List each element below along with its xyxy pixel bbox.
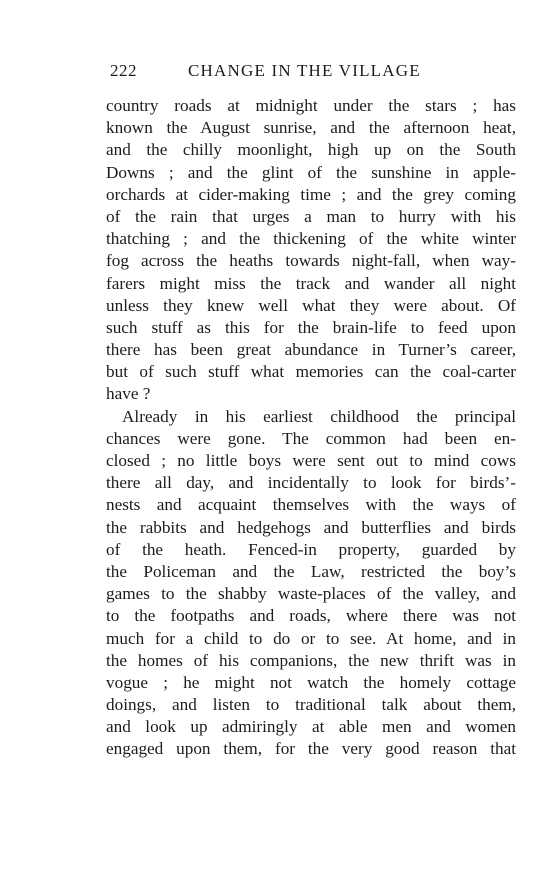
text-line: unless they knew well what they were about. Of — [106, 295, 516, 315]
text-line: there all day, and incidentally to look for birds’- — [106, 473, 516, 493]
text-line: the rabbits and hedgehogs and butterflies and birds — [106, 517, 516, 537]
text-line: much for a child to do or to see. At home, and in — [106, 628, 516, 648]
text-line: engaged upon them, for the very good reason that — [106, 739, 516, 759]
text-line: farers might miss the track and wander all night — [106, 273, 516, 293]
text-line: such stuff as this for the brain-life to feed upon — [106, 317, 516, 337]
text-line: Downs ; and the glint of the sunshine in apple- — [106, 162, 516, 182]
text-line: but of such stuff what memories can the coal-carter — [106, 362, 516, 382]
running-title: CHANGE IN THE VILLAGE — [188, 61, 421, 80]
page-header — [110, 61, 516, 85]
text-line: the homes of his companions, the new thrift was in — [106, 650, 516, 670]
text-line: fog across the heaths towards night-fall, when way- — [106, 251, 516, 271]
text-line: of the heath. Fenced-in property, guarded by — [106, 539, 516, 559]
text-line: doings, and listen to traditional talk about them, — [106, 695, 516, 715]
page-number: 222 — [110, 61, 137, 80]
text-line: and the chilly moonlight, high up on the South — [106, 140, 516, 160]
text-line: games to the shabby waste-places of the valley, and — [106, 584, 516, 604]
text-line: nests and acquaint themselves with the ways of — [106, 495, 516, 515]
text-line: of the rain that urges a man to hurry with his — [106, 206, 516, 226]
text-line: vogue ; he might not watch the homely cottage — [106, 672, 516, 692]
text-line: there has been great abundance in Turner’s career, — [106, 340, 516, 360]
text-line: closed ; no little boys were sent out to mind cows — [106, 451, 516, 470]
text-line: chances were gone. The common had been en- — [106, 428, 516, 448]
text-line: Already in his earliest childhood the principal — [122, 406, 516, 426]
text-line: the Policeman and the Law, restricted the boy’s — [106, 561, 516, 581]
text-line: have ? — [106, 384, 151, 404]
text-line: country roads at midnight under the stars ; has — [106, 96, 516, 115]
text-line: known the August sunrise, and the afternoon heat, — [106, 118, 516, 138]
body-text — [106, 95, 516, 761]
text-line: thatching ; and the thickening of the white winter — [106, 229, 516, 249]
text-line: orchards at cider-making time ; and the grey coming — [106, 184, 516, 204]
text-line: to the footpaths and roads, where there was not — [106, 606, 516, 626]
text-line: and look up admiringly at able men and women — [106, 717, 516, 737]
